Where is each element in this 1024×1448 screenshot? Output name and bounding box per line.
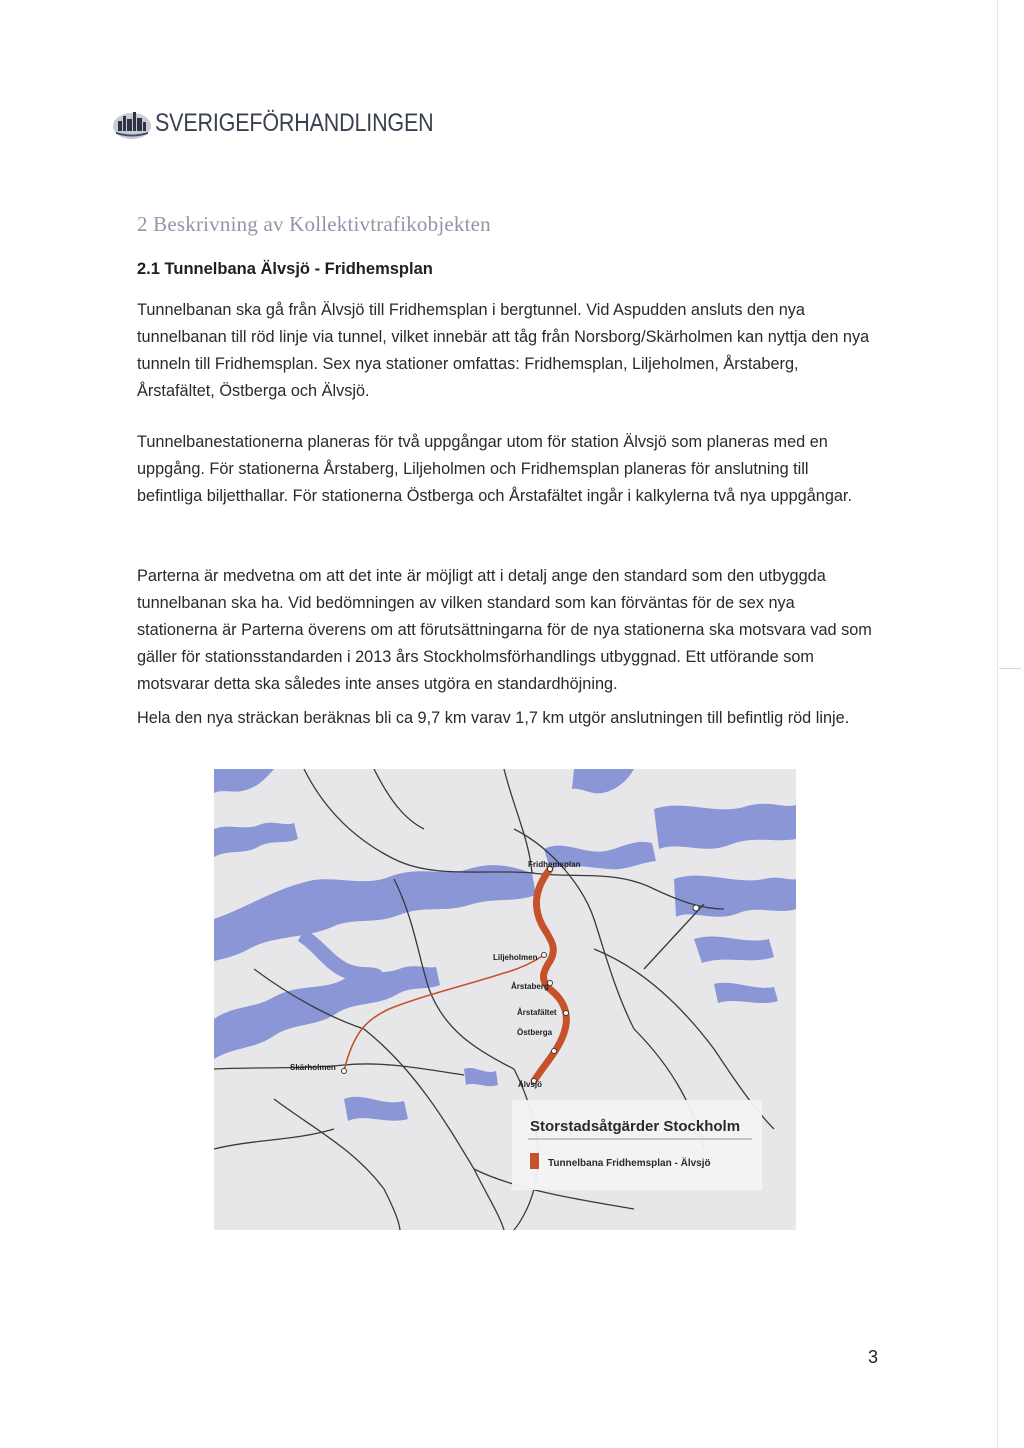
station-label-fridhemsplan: Fridhemsplan <box>528 860 581 869</box>
paragraph: Tunnelbanan ska gå från Älvsjö till Fridhemsplan i bergtunnel. Vid Aspudden ansluts den nya tunnelbanan till röd linje via tunnel, vilket innebär att tåg från Norsborg/Skärholmen kan nyttja den nya tunneln till Fridhemsplan. Sex nya stationer omfattas: Fridhemsplan, Liljeholmen, Årstaberg, Årstafältet, Östberga och Älvsjö. <box>137 301 870 400</box>
station-label-arstaberg: Årstaberg <box>511 982 549 991</box>
paragraph: Parterna är medvetna om att det inte är möjligt att i detalj ange den standard som den utbyggda tunnelbanan ska ha. Vid bedömningen av vilken standard som kan förväntas för de sex nya stationerna är Parterna överens om att förutsättningarna för de nya stationerna ska motsvara vad som gäller för stationsstandarden i 2013 års Stockholmsförhandlings utbyggnad. Ett utförande som motsvarar detta ska således inte anses utgöra en standardhöjning. <box>137 567 872 693</box>
station-label-liljeholmen: Liljeholmen <box>493 953 538 962</box>
page-number: 3 <box>868 1347 879 1367</box>
section-heading: 2 Beskrivning av Kollektivtrafikobjekten <box>137 212 491 236</box>
legend-item-label: Tunnelbana Fridhemsplan - Älvsjö <box>548 1158 711 1169</box>
station-label-ostberga: Östberga <box>517 1028 553 1037</box>
route-map <box>214 769 796 1230</box>
legend-title: Storstadsåtgärder Stockholm <box>530 1118 741 1135</box>
station-label-arstafaltet: Årstafältet <box>517 1008 557 1017</box>
document-header <box>112 105 479 141</box>
paragraph: Tunnelbanestationerna planeras för två uppgångar utom för station Älvsjö som planeras med en uppgång. För stationerna Årstaberg, Liljeholmen och Fridhemsplan planeras för anslutning till befintliga biljetthallar. För stationerna Östberga och Årstafältet ingår i kalkylerna två nya uppgångar. <box>137 433 852 505</box>
map-legend-box <box>512 1100 762 1190</box>
scan-edge-line <box>997 0 998 1448</box>
station-label-skarholmen: Skärholmen <box>290 1063 336 1072</box>
brand-name: SVERIGEFÖRHANDLINGEN <box>155 108 434 137</box>
subsection-heading: 2.1 Tunnelbana Älvsjö - Fridhemsplan <box>137 260 433 278</box>
legend-swatch <box>530 1153 539 1169</box>
paragraph: Hela den nya sträckan beräknas bli ca 9,7 km varav 1,7 km utgör anslutningen till befintlig röd linje. <box>137 709 850 727</box>
station-label-alvsjo: Älvsjö <box>518 1080 543 1089</box>
scan-edge-tick <box>999 668 1021 669</box>
city-skyline-logo-icon <box>112 106 152 140</box>
